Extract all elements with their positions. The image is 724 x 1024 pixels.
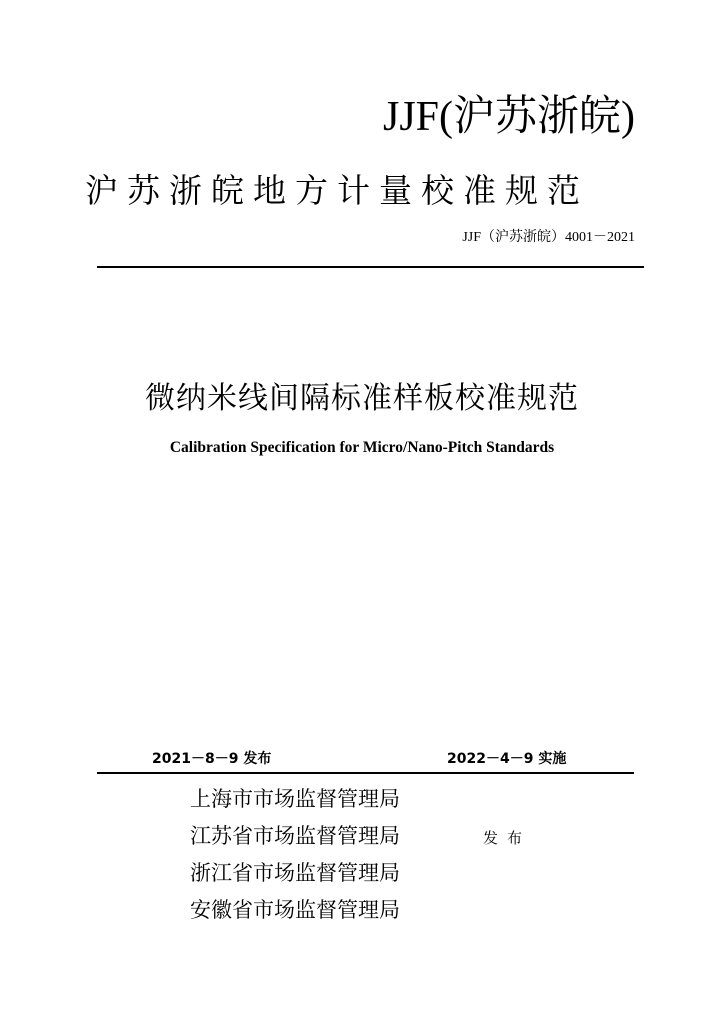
series-title: 沪苏浙皖地方计量校准规范 xyxy=(85,171,589,210)
issuing-agency: 江苏省市场监督管理局 xyxy=(190,824,400,848)
top-divider xyxy=(97,266,644,268)
standard-code-header: JJF(沪苏浙皖) xyxy=(382,94,635,140)
issue-date: 2021－8－9 发布 xyxy=(152,751,272,767)
issuing-agency: 上海市市场监督管理局 xyxy=(190,787,400,811)
issuing-agency: 安徽省市场监督管理局 xyxy=(190,898,400,922)
publish-label: 发布 xyxy=(483,829,532,847)
bottom-divider xyxy=(97,772,634,774)
document-title-chinese: 微纳米线间隔标准样板校准规范 xyxy=(145,381,579,416)
document-title-english: Calibration Specification for Micro/Nano-Pitch Standards xyxy=(169,439,555,456)
issuing-agency: 浙江省市场监督管理局 xyxy=(190,861,400,885)
implementation-date: 2022－4－9 实施 xyxy=(447,751,567,767)
document-number: JJF（沪苏浙皖）4001－2021 xyxy=(462,230,635,245)
